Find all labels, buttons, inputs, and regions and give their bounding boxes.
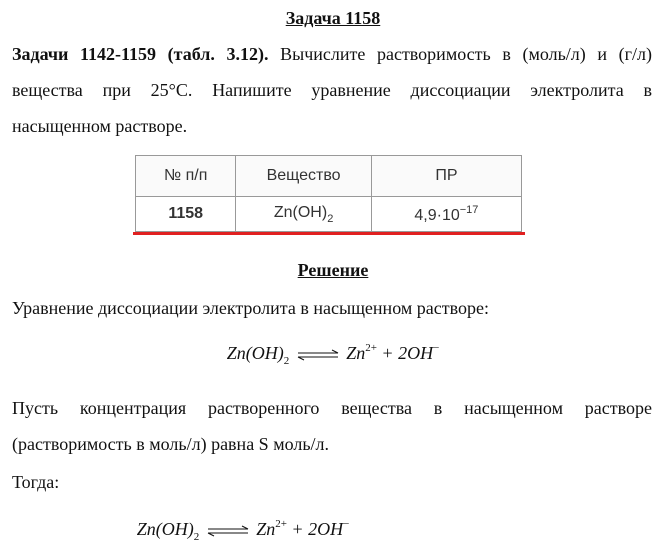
cell-pr: $4,9\cdot 10^{-17}$	[371, 197, 521, 232]
statement-line-1	[12, 36, 652, 72]
statement-line-2: вещества при 25°С. Напишите уравнение диссоциации электролита в	[12, 80, 652, 100]
equilibrium-arrow-icon-2	[206, 525, 250, 537]
problem-statement	[12, 36, 652, 144]
problem-title: Задача 1158	[285, 8, 381, 28]
solubility-assumption	[12, 390, 652, 462]
then-label: Тогда:	[12, 472, 60, 492]
equation-intro: Уравнение диссоциации электролита в насыщенном растворе:	[12, 298, 489, 318]
equilibrium-arrow-icon	[296, 349, 340, 361]
cell-substance: $Zn(OH)_2$	[236, 197, 371, 232]
data-table	[135, 155, 522, 232]
statement-text-1: Вычислите растворимость в (моль/л) и (г/л)	[268, 44, 652, 64]
cell-number: 1158	[136, 197, 236, 232]
assumption-line-2: (растворимость в моль/л) равна S моль/л.	[12, 434, 330, 454]
statement-line-3: насыщенном растворе.	[12, 116, 188, 136]
solution-heading: Решение	[297, 260, 369, 280]
table-header-row	[136, 156, 522, 197]
problem-range-label: Задачи 1142-1159 (табл. 3.12).	[12, 44, 269, 64]
header-number: № п/п	[136, 156, 236, 197]
assumption-line-1: Пусть концентрация растворенного вещества в насыщенном растворе	[12, 398, 652, 418]
red-underline	[133, 232, 525, 235]
table-row	[136, 197, 522, 232]
header-substance: Вещество	[236, 156, 371, 197]
dissociation-equation: $Zn(OH)_2$ $Zn^{2+} + 2OH^-$	[226, 342, 440, 367]
dissociation-equation-2: $Zn(OH)_2$ $Zn^{2+} + 2OH^-$	[136, 518, 350, 543]
header-pr: ПР	[371, 156, 521, 197]
